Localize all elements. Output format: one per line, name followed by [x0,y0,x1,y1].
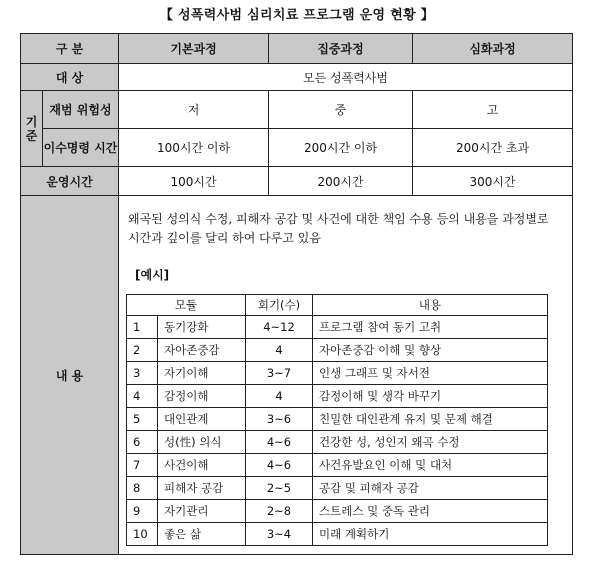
column-sessions: 회기(수) [246,295,313,316]
module-content: 사건유발요인 이해 및 대처 [313,454,548,477]
risk-row [21,91,573,129]
module-table-header [127,295,548,316]
content-description: 왜곡된 성의식 수정, 피해자 공감 및 사건에 대한 책임 수용 등의 내용을 과정별로 시간과 깊이를 달리 하여 다루고 있음 [128,212,549,245]
module-sessions: 3~7 [246,362,313,385]
module-row [127,523,548,546]
module-number: 2 [127,339,158,362]
module-name: 자기관리 [158,500,246,523]
module-content: 친밀한 대인관계 유지 및 문제 해결 [313,408,548,431]
module-name: 감정이해 [158,385,246,408]
risk-intensive: 중 [269,91,413,129]
module-sessions: 2~8 [246,500,313,523]
page-title: 【 성폭력사범 심리치료 프로그램 운영 현황 】 [159,8,435,23]
order-hours-row [21,129,573,167]
module-name: 자아존중감 [158,339,246,362]
module-number: 4 [127,385,158,408]
module-content: 자아존중감 이해 및 향상 [313,339,548,362]
module-number: 3 [127,362,158,385]
module-number: 5 [127,408,158,431]
module-row [127,316,548,339]
target-label: 대 상 [21,64,119,91]
category-header: 구 분 [21,34,119,64]
operation-intensive: 200시간 [269,167,413,196]
module-name: 피해자 공감 [158,477,246,500]
example-label: [예시] [135,268,170,282]
module-row [127,339,548,362]
module-row [127,362,548,385]
module-name: 동기강화 [158,316,246,339]
module-row [127,408,548,431]
module-content: 감정이해 및 생각 바꾸기 [313,385,548,408]
module-name: 자기이해 [158,362,246,385]
header-row [21,34,573,64]
module-content: 공감 및 피해자 공감 [313,477,548,500]
module-sessions: 3~4 [246,523,313,546]
operation-basic: 100시간 [119,167,269,196]
module-name: 좋은 삶 [158,523,246,546]
module-sessions: 4 [246,339,313,362]
module-number: 6 [127,431,158,454]
module-row [127,385,548,408]
module-table [126,294,548,546]
content-row [21,196,573,555]
order-hours-basic: 100시간 이하 [119,129,269,167]
order-hours-advanced: 200시간 초과 [413,129,573,167]
module-sessions: 2~5 [246,477,313,500]
module-number: 7 [127,454,158,477]
module-row [127,477,548,500]
module-sessions: 4~6 [246,454,313,477]
module-number: 8 [127,477,158,500]
advanced-course-header: 심화과정 [413,34,573,64]
column-content: 내용 [313,295,548,316]
module-sessions: 3~6 [246,408,313,431]
module-name: 대인관계 [158,408,246,431]
program-table [20,33,573,555]
operation-row [21,167,573,196]
content-label: 내 용 [21,196,119,555]
target-value: 모든 성폭력사범 [119,64,573,91]
module-row [127,500,548,523]
criteria-label: 기준 [21,91,43,167]
module-sessions: 4 [246,385,313,408]
module-name: 성(性) 의식 [158,431,246,454]
target-row [21,64,573,91]
module-number: 10 [127,523,158,546]
module-row [127,454,548,477]
operation-label: 운영시간 [21,167,119,196]
module-content: 인생 그래프 및 자서전 [313,362,548,385]
risk-basic: 저 [119,91,269,129]
risk-advanced: 고 [413,91,573,129]
module-sessions: 4~12 [246,316,313,339]
risk-label: 재범 위험성 [43,91,119,129]
module-content: 미래 계획하기 [313,523,548,546]
module-content: 스트레스 및 중독 관리 [313,500,548,523]
basic-course-header: 기본과정 [119,34,269,64]
order-hours-intensive: 200시간 이하 [269,129,413,167]
intensive-course-header: 집중과정 [269,34,413,64]
module-name: 사건이해 [158,454,246,477]
module-number: 9 [127,500,158,523]
column-module: 모듈 [127,295,246,316]
module-number: 1 [127,316,158,339]
module-content: 프로그램 참여 동기 고취 [313,316,548,339]
operation-advanced: 300시간 [413,167,573,196]
module-sessions: 4~6 [246,431,313,454]
module-content: 건강한 성, 성인지 왜곡 수정 [313,431,548,454]
module-row [127,431,548,454]
order-hours-label: 이수명령 시간 [43,129,119,167]
content-cell [119,196,573,555]
